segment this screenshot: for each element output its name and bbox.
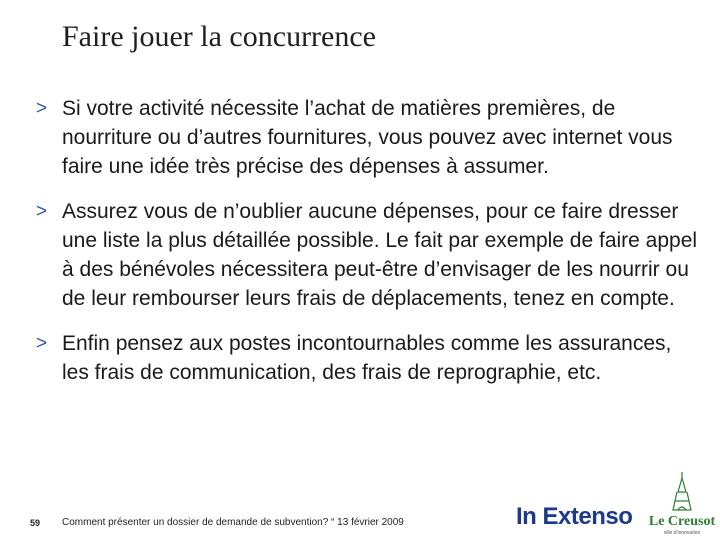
le-creusot-wordmark: Le Creusot xyxy=(648,514,716,529)
bullet-item xyxy=(30,94,700,181)
bullet-text: Si votre activité nécessite l’achat de matières premières, de nourriture ou d’autres fournitures, vous pouvez avec internet vous faire une idée très précise des dépenses à assumer. xyxy=(62,97,673,178)
bullet-item xyxy=(30,197,700,313)
slide-title: Faire jouer la concurrence xyxy=(62,20,376,53)
page-number: 59 xyxy=(30,518,41,528)
bullet-marker-icon: > xyxy=(36,98,48,119)
footer-caption: Comment présenter un dossier de demande de subvention? “ 13 février 2009 xyxy=(62,517,404,528)
bullet-text: Assurez vous de n’oublier aucune dépenses, pour ce faire dresser une liste la plus détaillée possible. Le fait par exemple de faire appel à des bénévoles nécessitera peut-être d’envisager de les nourrir ou de leur rembourser leurs frais de déplacements, tenez en compte. xyxy=(62,200,698,310)
in-extenso-logo: In Extenso xyxy=(516,503,633,530)
bullet-item xyxy=(30,329,700,387)
bullet-text: Enfin pensez aux postes incontournables comme les assurances, les frais de communication, des frais de reprographie, etc. xyxy=(62,332,672,384)
bullet-list xyxy=(30,94,700,403)
bullet-marker-icon: > xyxy=(36,333,48,354)
bullet-marker-icon: > xyxy=(36,201,48,222)
le-creusot-tagline: ville d'innovation xyxy=(663,530,701,536)
tower-icon xyxy=(673,472,691,510)
le-creusot-logo xyxy=(648,470,716,536)
